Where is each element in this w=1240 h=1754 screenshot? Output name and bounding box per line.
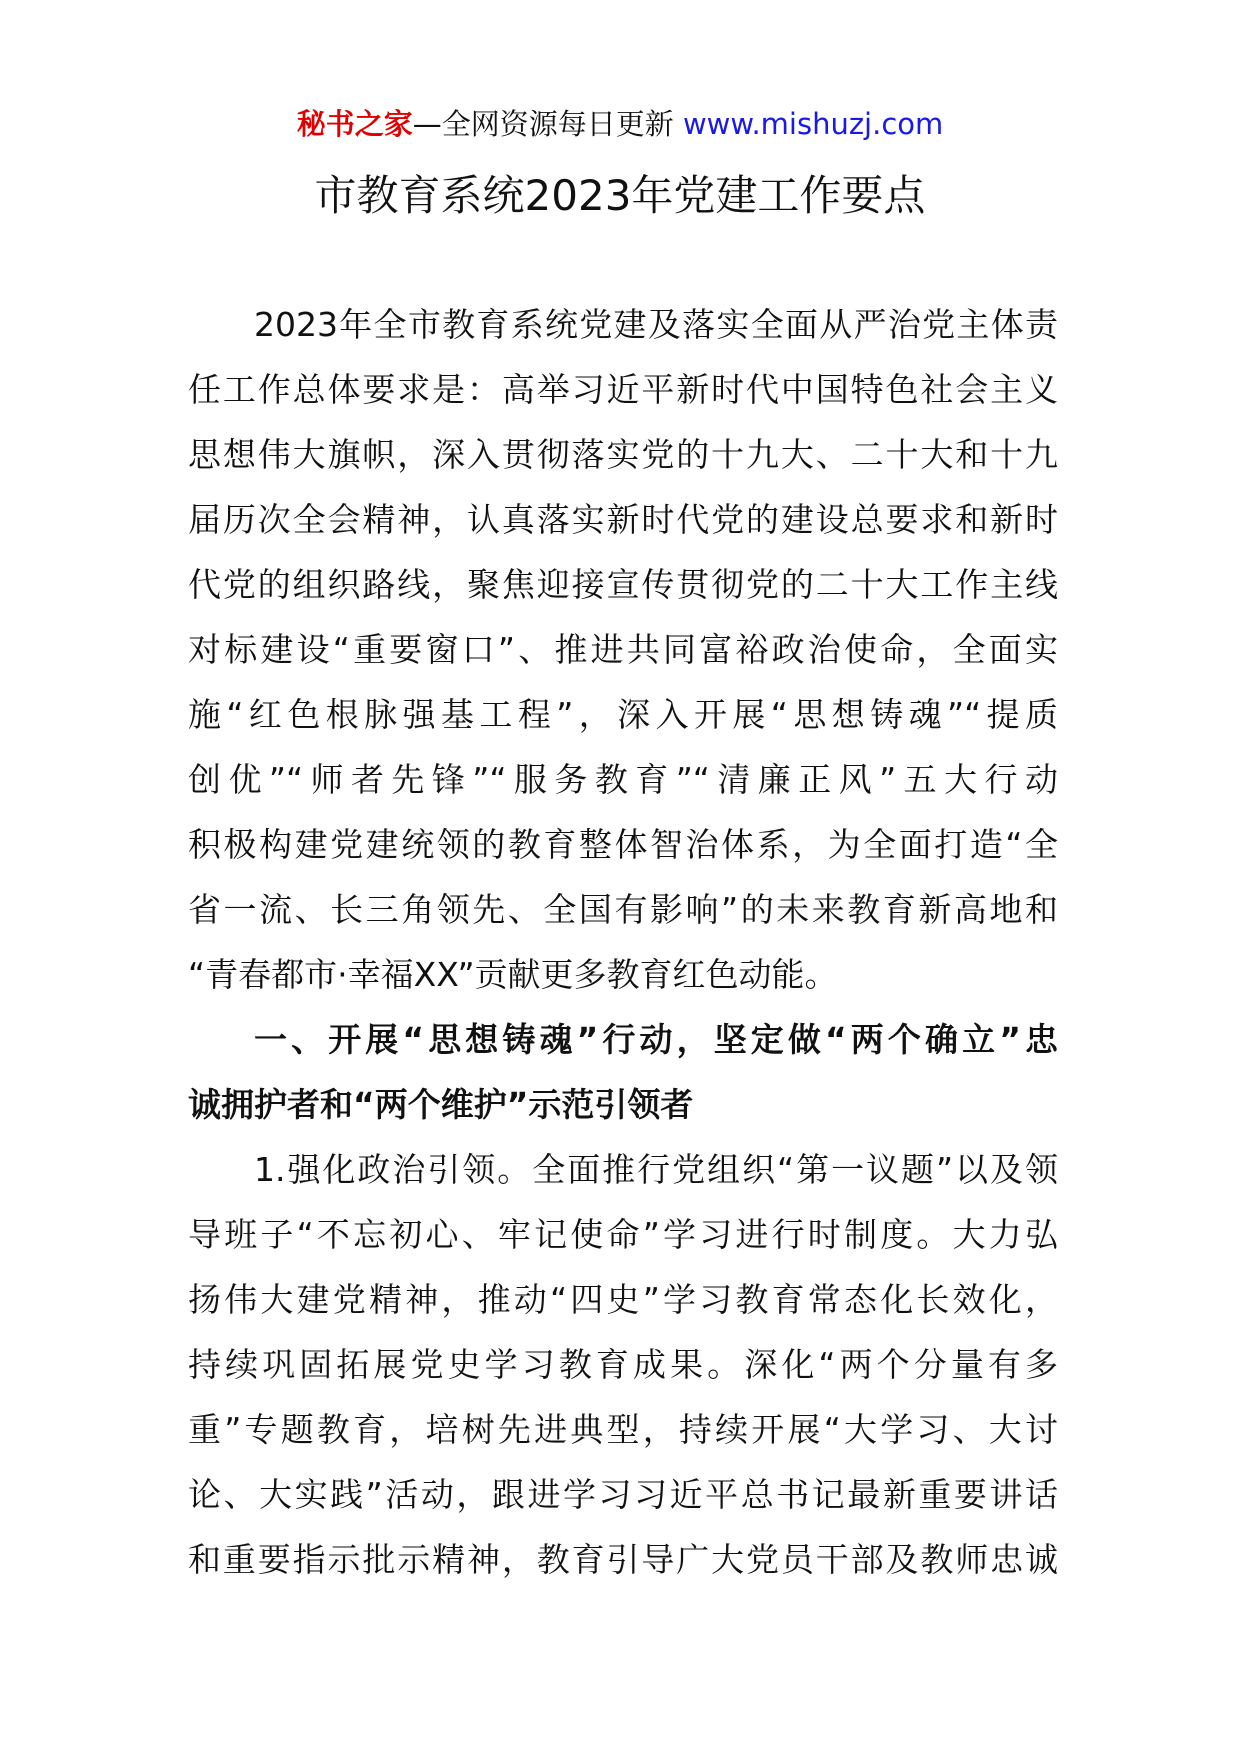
paragraph-line: 任工作总体要求是：高举习近平新时代中国特色社会主义 <box>188 370 1058 409</box>
paragraph-line: 1.强化政治引领。全面推行党组织“第一议题”以及领 <box>254 1150 1058 1189</box>
paragraph-line: 持续巩固拓展党史学习教育成果。深化“两个分量有多 <box>188 1345 1058 1384</box>
paragraph-line: 施“红色根脉强基工程”，深入开展“思想铸魂”“提质 <box>188 695 1058 734</box>
paragraph-line: 论、大实践”活动，跟进学习习近平总书记最新重要讲话 <box>188 1475 1058 1514</box>
paragraph-line: 重”专题教育，培树先进典型，持续开展“大学习、大讨 <box>188 1410 1058 1449</box>
paragraph-line: 创优”“师者先锋”“服务教育”“清廉正风”五大行动 <box>188 760 1058 799</box>
paragraph-line: 代党的组织路线，聚焦迎接宣传贯彻党的二十大工作主线 <box>188 565 1058 604</box>
document-title: 市教育系统2023年党建工作要点 <box>314 171 926 220</box>
section-heading-line: 诚拥护者和“两个维护”示范引领者 <box>188 1085 694 1124</box>
document-body <box>188 292 1058 1592</box>
paragraph-line: 对标建设“重要窗口”、推进共同富裕政治使命，全面实 <box>188 630 1058 669</box>
paragraph-line: 导班子“不忘初心、牢记使命”学习进行时制度。大力弘 <box>188 1215 1058 1254</box>
paragraph-line: 2023年全市教育系统党建及落实全面从严治党主体责 <box>254 305 1058 344</box>
section-heading-line: 一、开展“思想铸魂”行动，坚定做“两个确立”忠 <box>254 1020 1058 1059</box>
paragraph-line: 思想伟大旗帜，深入贯彻落实党的十九大、二十大和十九 <box>188 435 1058 474</box>
site-url-link[interactable]: www.mishuzj.com <box>682 107 944 141</box>
paragraph-line: 届历次全会精神，认真落实新时代党的建设总要求和新时 <box>188 500 1058 539</box>
paragraph-line: “青春都市·幸福XX”贡献更多教育红色动能。 <box>188 955 838 994</box>
paragraph-line: 和重要指示批示精神，教育引导广大党员干部及教师忠诚 <box>188 1540 1058 1579</box>
paragraph-line: 积极构建党建统领的教育整体智治体系，为全面打造“全 <box>188 825 1058 864</box>
header-banner <box>0 104 1240 144</box>
paragraph-line: 省一流、长三角领先、全国有影响”的未来教育新高地和 <box>188 890 1058 929</box>
paragraph-line: 扬伟大建党精神，推动“四史”学习教育常态化长效化， <box>188 1280 1058 1319</box>
site-name: 秘书之家 <box>296 107 413 141</box>
site-slogan: —全网资源每日更新 <box>412 107 683 141</box>
